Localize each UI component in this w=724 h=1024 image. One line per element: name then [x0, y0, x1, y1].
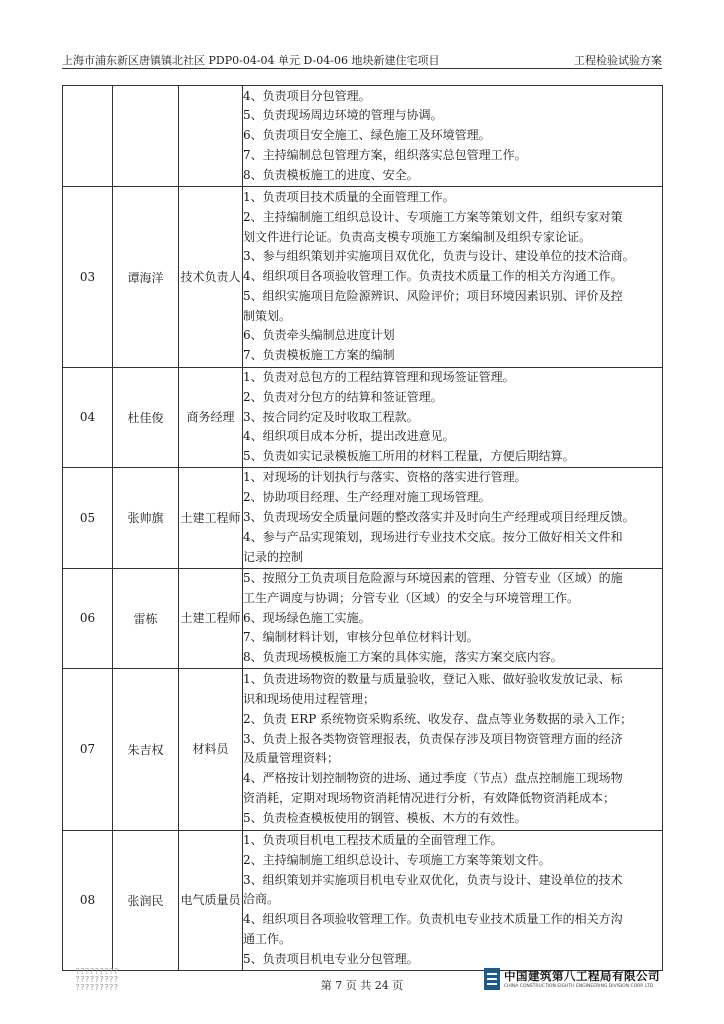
duty-line: 1、负责对总包方的工程结算管理和现场签证管理。 [243, 370, 515, 384]
staff-name: 朱吉权 [113, 668, 179, 830]
duty-line: 1、对现场的计划执行与落实、资格的落实进行管理。 [243, 470, 527, 485]
footer-left-logo-line: ????????? [75, 967, 119, 976]
responsibility-table [62, 85, 663, 971]
staff-number: 08 [63, 830, 113, 970]
staff-role: 技术负责人 [179, 187, 243, 368]
duty-line: 3、参与组织策划并实施项目双优化，负责与设计、建设单位的技术洽商。 [243, 249, 635, 264]
duty-line: 2、协助项目经理、生产经理对施工现场管理。 [243, 490, 491, 505]
duty-line: 洽商。 [243, 892, 280, 907]
duty-line: 5、组织实施项目危险源辨识、风险评价；项目环境因素识别、评价及控 [243, 288, 623, 303]
staff-duties [243, 568, 663, 668]
duty-line: 4、参与产品实现策划，现场进行专业技术交底。按分工做好相关文件和 [243, 529, 623, 544]
staff-duties [243, 86, 663, 187]
staff-duties [243, 668, 663, 830]
staff-number: 06 [63, 568, 113, 668]
staff-role: 商务经理 [179, 368, 243, 468]
duty-line: 4、组织项目各项验收管理工作。负责机电专业技术质量工作的相关方沟 [243, 912, 623, 927]
staff-number: 07 [63, 668, 113, 830]
duty-line: 8、负责模板施工的进度、安全。 [243, 167, 419, 182]
page-header [62, 50, 662, 68]
duty-line: 7、主持编制总包管理方案，组织落实总包管理工作。 [243, 147, 527, 162]
duty-line: 4、组织项目各项验收管理工作。负责技术质量工作的相关方沟通工作。 [243, 269, 623, 284]
duty-line: 5、按照分工负责项目危险源与环境因素的管理、分管专业（区域）的施 [243, 570, 623, 585]
duty-line: 资消耗，定期对现场物资消耗情况进行分析，有效降低物资消耗成本； [243, 791, 616, 806]
staff-number: 05 [63, 467, 113, 568]
staff-role: 电气质量员 [179, 830, 243, 970]
duty-line: 制策划。 [243, 308, 292, 323]
staff-role: 土建工程师 [179, 568, 243, 668]
staff-duties [243, 368, 663, 468]
footer-left-logo-line: ????????? [75, 983, 119, 992]
duty-line: 5、负责现场周边环境的管理与协调。 [243, 108, 443, 123]
staff-name: 杜佳俊 [113, 368, 179, 468]
header-document-title: 工程检验试验方案 [574, 54, 662, 67]
duty-line: 4、严格按计划控制物资的进场、通过季度（节点）盘点控制施工现场物 [243, 771, 623, 786]
staff-name: 谭海洋 [113, 187, 179, 368]
table-row [63, 187, 663, 368]
duty-line: 5、负责如实记录模板施工所用的材料工程量，方便后期结算。 [243, 449, 575, 464]
footer-left-logo-line: ????????? [75, 975, 119, 984]
duty-line: 7、负责模板施工方案的编制 [243, 348, 395, 363]
company-logo [484, 966, 664, 996]
duty-line: 工生产调度与协调；分管专业（区域）的安全与环境管理工作。 [243, 590, 580, 605]
page-number: 第 7 页 共 24 页 [320, 979, 404, 992]
duty-line: 1、负责项目技术质量的全面管理工作。 [243, 189, 455, 204]
duty-line: 6、负责项目安全施工、绿色施工及环境管理。 [243, 128, 491, 143]
duty-line: 3、组织策划并实施项目机电专业双优化，负责与设计、建设单位的技术 [243, 872, 623, 887]
staff-name [113, 86, 179, 187]
duty-line: 5、负责项目机电专业分包管理。 [243, 951, 419, 966]
staff-role [179, 86, 243, 187]
company-mark-icon [484, 968, 500, 990]
staff-role: 材料员 [179, 668, 243, 830]
table-row [63, 467, 663, 568]
company-name-cn: 中国建筑第八工程局有限公司 [504, 969, 660, 983]
duty-line: 8、负责现场模板施工方案的具体实施，落实方案交底内容。 [243, 650, 563, 665]
table-row [63, 86, 663, 187]
staff-name: 张帅旗 [113, 467, 179, 568]
duty-line: 6、现场绿色施工实施。 [243, 610, 371, 625]
duty-line: 3、按合同约定及时收取工程款。 [243, 409, 419, 424]
staff-duties [243, 467, 663, 568]
duty-line: 及质量管理资料； [243, 751, 340, 766]
duty-line: 2、负责 ERP 系统物资采购系统、收发存、盘点等业务数据的录入工作； [243, 711, 633, 726]
staff-role: 土建工程师 [179, 467, 243, 568]
responsibility-table-body [63, 86, 663, 971]
staff-name: 雷栋 [113, 568, 179, 668]
table-row [63, 668, 663, 830]
duty-line: 6、负责牵头编制总进度计划 [243, 328, 395, 343]
duty-line: 2、主持编制施工组织总设计、专项施工方案等策划文件，组织专家对策 [243, 209, 623, 224]
duty-line: 通工作。 [243, 931, 292, 946]
header-divider [62, 68, 662, 69]
duty-line: 7、编制材料计划，审核分包单位材料计划。 [243, 630, 479, 645]
staff-duties [243, 187, 663, 368]
staff-number: 03 [63, 187, 113, 368]
duty-line: 3、负责上报各类物资管理报表，负责保存涉及项目物资管理方面的经济 [243, 731, 623, 746]
table-row [63, 830, 663, 970]
duty-line: 识和现场使用过程管理； [243, 692, 376, 707]
duty-line: 5、负责检查模板使用的钢管、模板、木方的有效性。 [243, 810, 527, 825]
duty-line: 2、主持编制施工组织总设计、专项施工方案等策划文件。 [243, 852, 551, 867]
duty-line: 4、负责项目分包管理。 [243, 88, 371, 103]
duty-line: 2、负责对分包方的结算和签证管理。 [243, 389, 443, 404]
staff-name: 张润民 [113, 830, 179, 970]
duty-line: 记录的控制 [243, 549, 304, 564]
header-project-title: 上海市浦东新区唐镇镇北社区 PDP0-04-04 单元 D-04-06 地块新建住宅项目 [62, 54, 440, 67]
duty-line: 划文件进行论证。负责高支模专项施工方案编制及组织专家论证。 [243, 229, 592, 244]
table-row [63, 568, 663, 668]
duty-line: 3、负责现场安全质量问题的整改落实并及时向生产经理或项目经理反馈。 [243, 510, 635, 525]
staff-number: 04 [63, 368, 113, 468]
duty-line: 1、负责进场物资的数量与质量验收，登记入账、做好验收发放记录、标 [243, 672, 623, 687]
staff-duties [243, 830, 663, 970]
company-name-en: CHINA CONSTRUCTION EIGHTH ENGINEERING DIVISION CORP. LTD [504, 984, 654, 989]
duty-line: 4、组织项目成本分析，提出改进意见。 [243, 429, 455, 444]
staff-number [63, 86, 113, 187]
table-row [63, 368, 663, 468]
duty-line: 1、负责项目机电工程技术质量的全面管理工作。 [243, 832, 503, 847]
